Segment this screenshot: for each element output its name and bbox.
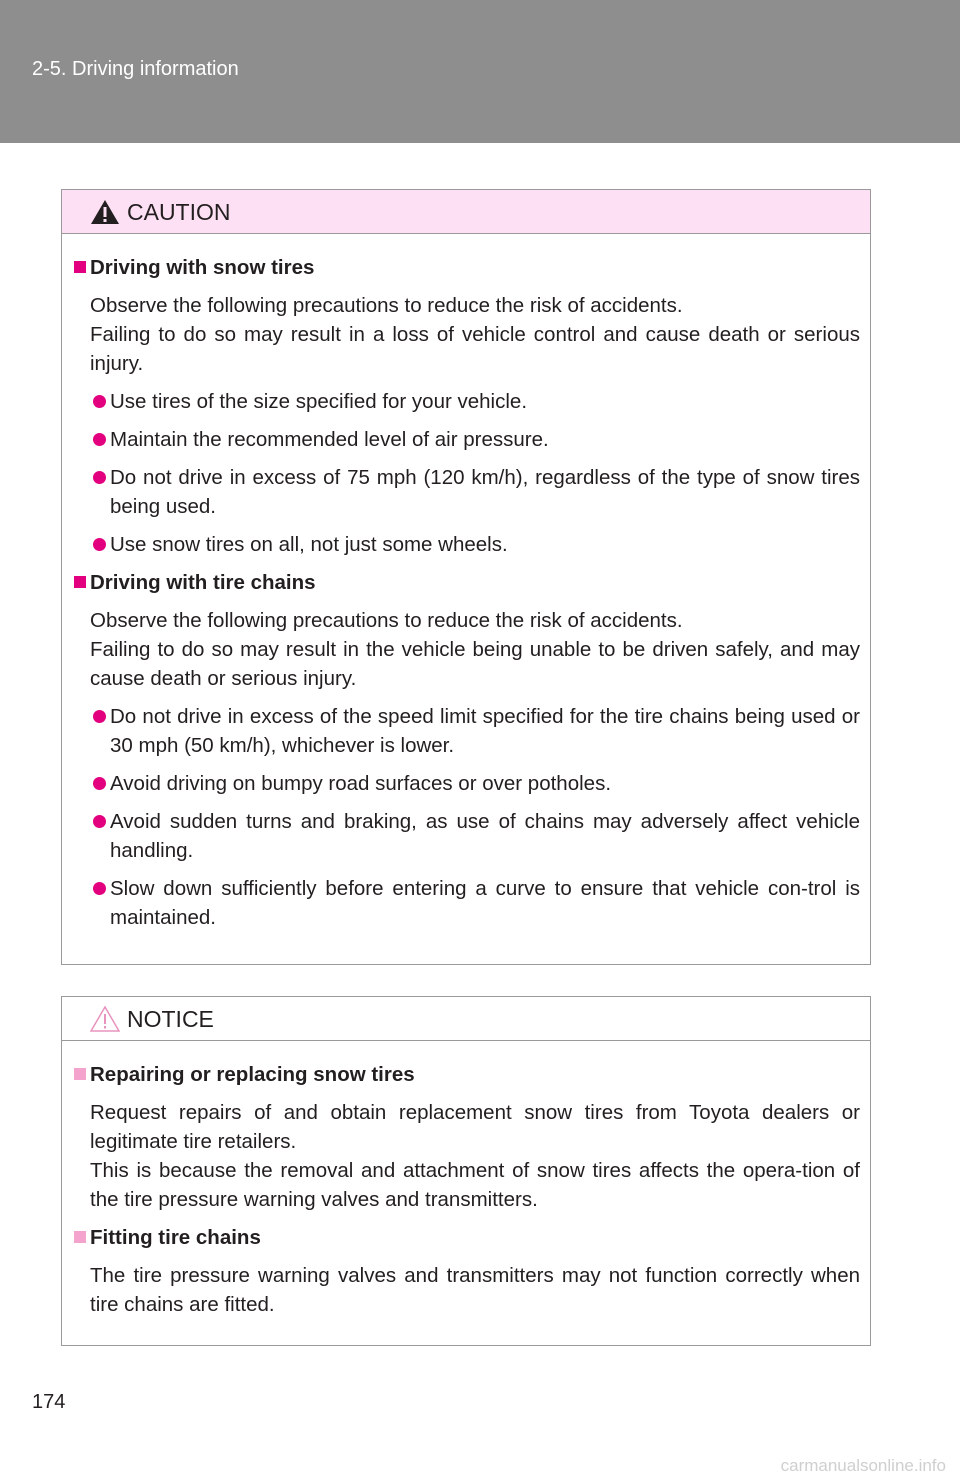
bullet-item: Slow down sufficiently before entering a curve to ensure that vehicle con-trol is maintained. — [74, 874, 860, 932]
section-heading: Driving with snow tires — [74, 253, 860, 282]
square-bullet-icon — [74, 576, 86, 588]
bullet-item: Do not drive in excess of the speed limit specified for the tire chains being used or 30 mph (50 km/h), whichever is lower. — [74, 702, 860, 760]
notice-box — [61, 996, 871, 1346]
paragraph: Observe the following precautions to reduce the risk of accidents. Failing to do so may result in a loss of vehicle control and cause death or serious injury. — [90, 294, 860, 375]
bullet-item: Use snow tires on all, not just some wheels. — [74, 530, 860, 559]
bullet-dot-icon — [93, 882, 106, 895]
notice-content — [62, 1041, 870, 1348]
caution-content — [62, 234, 870, 961]
warning-triangle-icon — [90, 198, 120, 226]
page-header — [0, 0, 960, 143]
section-heading: Driving with tire chains — [74, 568, 860, 597]
notice-title: NOTICE — [127, 1006, 214, 1032]
watermark: carmanualsonline.info — [780, 1456, 946, 1475]
bullet-dot-icon — [93, 471, 106, 484]
section-heading: Fitting tire chains — [74, 1223, 860, 1252]
bullet-item: Use tires of the size specified for your vehicle. — [74, 387, 860, 416]
bullet-dot-icon — [93, 433, 106, 446]
bullet-dot-icon — [93, 777, 106, 790]
caution-header — [62, 190, 870, 234]
square-bullet-icon — [74, 1068, 86, 1080]
page-number: 174 — [32, 1391, 66, 1413]
bullet-dot-icon — [93, 538, 106, 551]
caution-title: CAUTION — [127, 199, 231, 225]
section-heading: Repairing or replacing snow tires — [74, 1060, 860, 1089]
warning-triangle-outline-icon — [90, 1005, 120, 1033]
paragraph: Observe the following precautions to reduce the risk of accidents. Failing to do so may result in the vehicle being unable to be driven safely, and may cause death or serious injury. — [90, 609, 860, 690]
bullet-item: Avoid sudden turns and braking, as use of chains may adversely affect vehicle handling. — [74, 807, 860, 865]
paragraph: Request repairs of and obtain replacement snow tires from Toyota dealers or legitimate tire retailers. This is because the removal and attachment of snow tires affects the opera-tion of the tire pressure warning valves and transmitters. — [90, 1101, 860, 1211]
paragraph: The tire pressure warning valves and transmitters may not function correctly when tire chains are fitted. — [90, 1264, 860, 1316]
bullet-item: Maintain the recommended level of air pressure. — [74, 425, 860, 454]
bullet-dot-icon — [93, 710, 106, 723]
bullet-dot-icon — [93, 395, 106, 408]
notice-header — [62, 997, 870, 1041]
section-title: 2-5. Driving information — [32, 58, 239, 80]
bullet-item: Avoid driving on bumpy road surfaces or over potholes. — [74, 769, 860, 798]
square-bullet-icon — [74, 261, 86, 273]
caution-box — [61, 189, 871, 965]
bullet-item: Do not drive in excess of 75 mph (120 km/h), regardless of the type of snow tires being used. — [74, 463, 860, 521]
bullet-dot-icon — [93, 815, 106, 828]
square-bullet-icon — [74, 1231, 86, 1243]
